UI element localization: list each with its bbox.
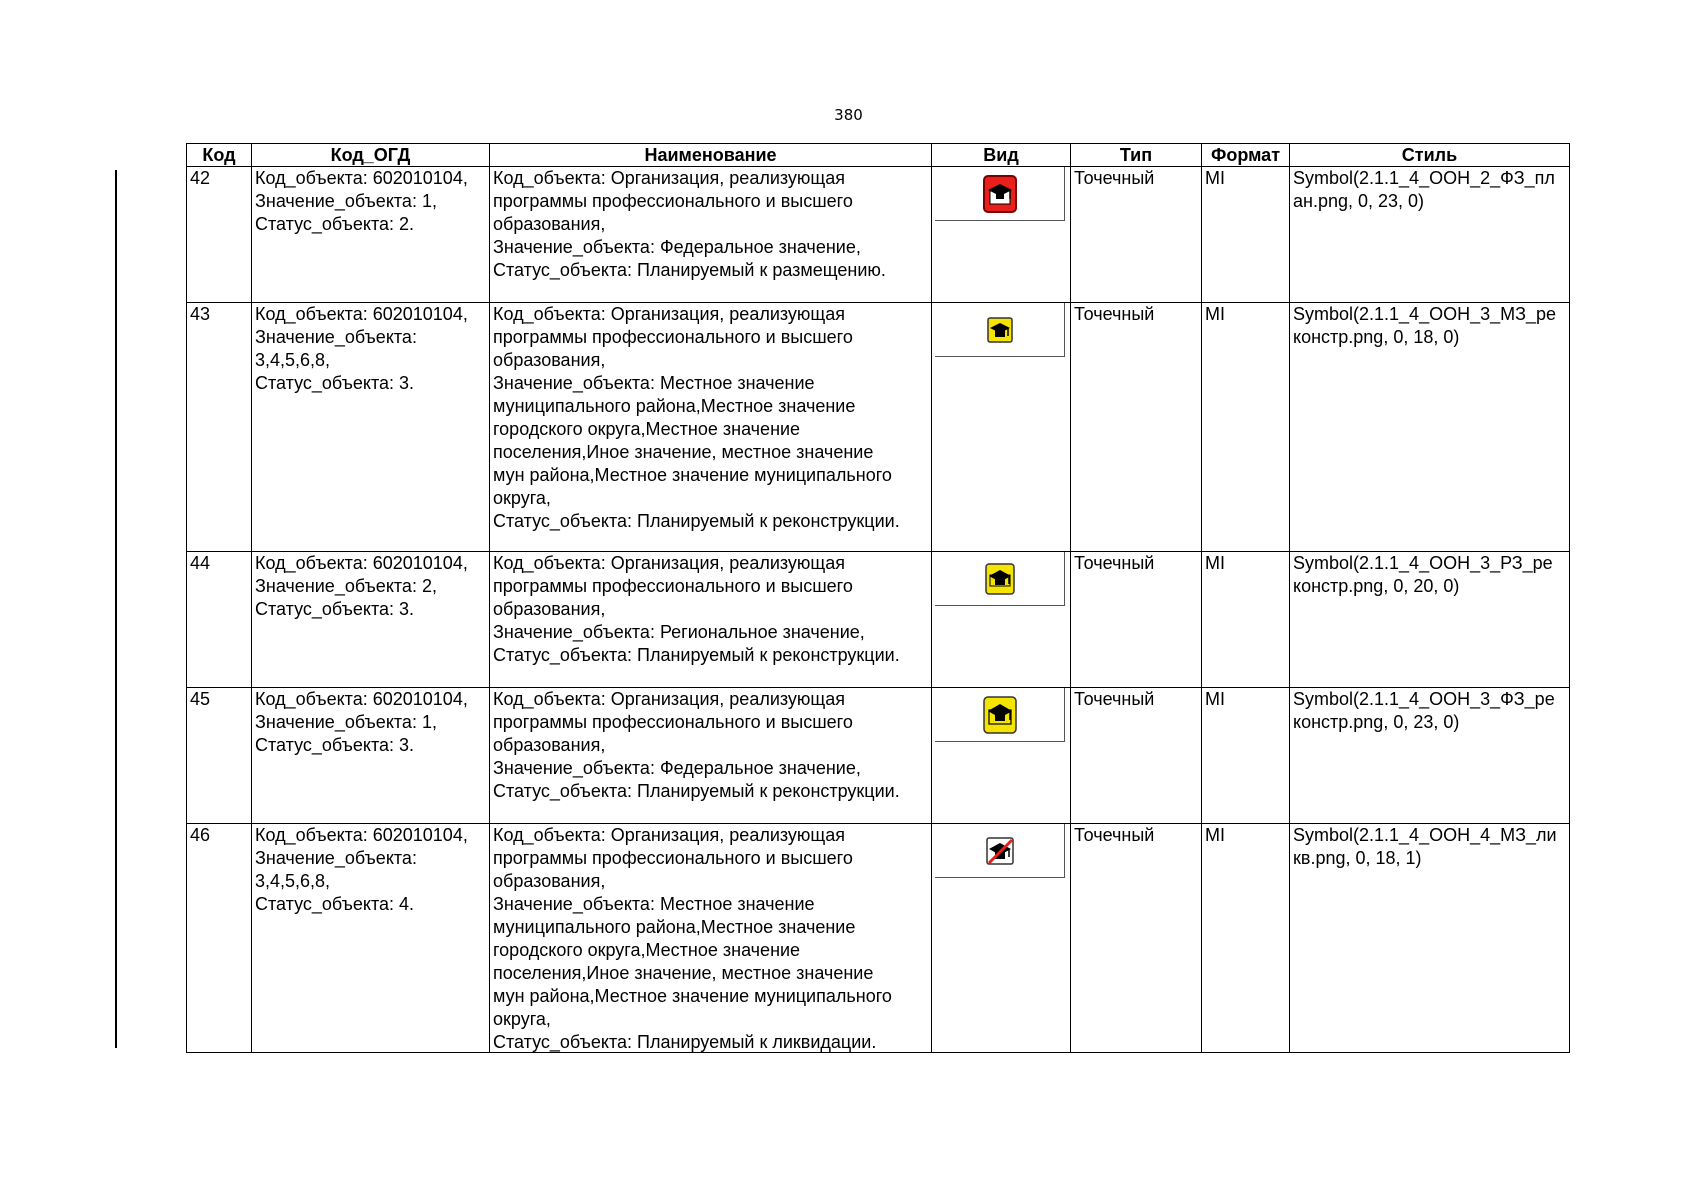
cell-view — [932, 303, 1071, 552]
cell-type: Точечный — [1071, 303, 1202, 552]
header-view: Вид — [932, 144, 1071, 167]
cell-type: Точечный — [1071, 824, 1202, 1053]
cell-format: MI — [1202, 303, 1290, 552]
cell-view — [932, 824, 1071, 1053]
icon-frame — [935, 824, 1065, 878]
cell-style: Symbol(2.1.1_4_ООН_3_МЗ_ре констр.png, 0, 18, 0) — [1290, 303, 1570, 552]
cell-view — [932, 552, 1071, 688]
cell-code: 45 — [187, 688, 252, 824]
cell-name: Код_объекта: Организация, реализующая программы профессионального и высшего образования, Значение_объекта: Местное значение муниципального района,Местное значение городского округа,Местное значение поселения,Иное значение, местное значение мун района,Местное значение муниципального округа, Статус_объекта: Планируемый к реконструкции. — [490, 303, 932, 552]
icon-frame — [935, 688, 1065, 742]
cell-format: MI — [1202, 167, 1290, 303]
cell-name-wrapper — [490, 824, 932, 1053]
margin-line — [115, 170, 117, 1048]
graduation-cap-icon — [983, 175, 1017, 213]
cell-format: MI — [1202, 824, 1290, 1053]
page-number: 380 — [834, 106, 863, 124]
graduation-cap-crossed-icon — [986, 837, 1014, 865]
table-header-row — [187, 144, 1570, 167]
table-row — [187, 167, 1570, 303]
cell-ogd: Код_объекта: 602010104, Значение_объекта: 2, Статус_объекта: 3. — [252, 552, 490, 688]
cell-name: Код_объекта: Организация, реализующая программы профессионального и высшего образования, Значение_объекта: Федеральное значение, Статус_объекта: Планируемый к реконструкции. — [490, 688, 932, 824]
cell-type: Точечный — [1071, 552, 1202, 688]
graduation-cap-icon — [987, 317, 1013, 343]
cell-ogd: Код_объекта: 602010104, Значение_объекта: 1, Статус_объекта: 2. — [252, 167, 490, 303]
cell-view — [932, 688, 1071, 824]
cell-code: 42 — [187, 167, 252, 303]
graduation-cap-icon — [985, 563, 1015, 595]
cell-type: Точечный — [1071, 167, 1202, 303]
cell-format: MI — [1202, 688, 1290, 824]
graduation-cap-icon — [983, 696, 1017, 734]
cell-ogd: Код_объекта: 602010104, Значение_объекта: 1, Статус_объекта: 3. — [252, 688, 490, 824]
table-row — [187, 824, 1570, 1053]
header-ogd-code: Код_ОГД — [252, 144, 490, 167]
icon-frame — [935, 303, 1065, 357]
header-code: Код — [187, 144, 252, 167]
table-row — [187, 303, 1570, 552]
header-type: Тип — [1071, 144, 1202, 167]
cell-name: Код_объекта: Организация, реализующая программы профессионального и высшего образования, Значение_объекта: Федеральное значение, Статус_объекта: Планируемый к размещению. — [490, 167, 932, 303]
symbols-table — [186, 143, 1570, 1053]
cell-format: MI — [1202, 552, 1290, 688]
icon-frame — [935, 167, 1065, 221]
cell-code: 43 — [187, 303, 252, 552]
cell-ogd: Код_объекта: 602010104, Значение_объекта: 3,4,5,6,8, Статус_объекта: 3. — [252, 303, 490, 552]
cell-name: Код_объекта: Организация, реализующая программы профессионального и высшего образования, Значение_объекта: Местное значение муниципального района,Местное значение городского округа,Местное значение поселения,Иное значение, местное значение мун района,Местное значение муниципального округа, Статус_объекта: Планируемый к ликвидации. — [493, 825, 892, 1052]
cell-style: Symbol(2.1.1_4_ООН_2_ФЗ_пл ан.png, 0, 23, 0) — [1290, 167, 1570, 303]
header-name: Наименование — [490, 144, 932, 167]
table-row — [187, 688, 1570, 824]
header-format: Формат — [1202, 144, 1290, 167]
cell-ogd: Код_объекта: 602010104, Значение_объекта: 3,4,5,6,8, Статус_объекта: 4. — [252, 824, 490, 1053]
cell-code: 46 — [187, 824, 252, 1053]
cell-style: Symbol(2.1.1_4_ООН_4_МЗ_ли кв.png, 0, 18, 1) — [1290, 824, 1570, 1053]
cell-type: Точечный — [1071, 688, 1202, 824]
table-row — [187, 552, 1570, 688]
cell-style: Symbol(2.1.1_4_ООН_3_ФЗ_ре констр.png, 0, 23, 0) — [1290, 688, 1570, 824]
cell-view — [932, 167, 1071, 303]
cell-name: Код_объекта: Организация, реализующая программы профессионального и высшего образования, Значение_объекта: Региональное значение, Статус_объекта: Планируемый к реконструкции. — [490, 552, 932, 688]
header-style: Стиль — [1290, 144, 1570, 167]
cell-code: 44 — [187, 552, 252, 688]
icon-frame — [935, 552, 1065, 606]
cell-style: Symbol(2.1.1_4_ООН_3_РЗ_ре констр.png, 0, 20, 0) — [1290, 552, 1570, 688]
